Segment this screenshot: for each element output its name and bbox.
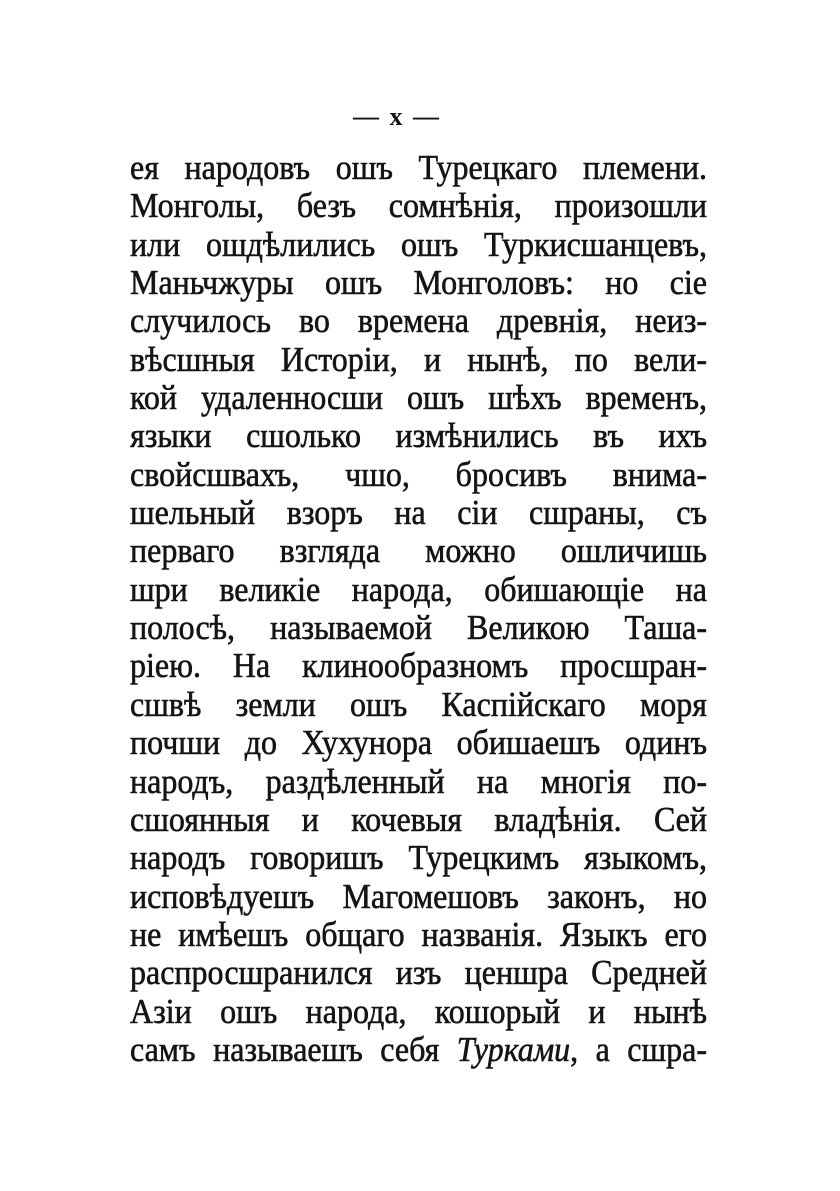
text-line: Маньчжуры ошъ Монголовъ: но сіе <box>130 262 707 302</box>
text-line: сшоянныя и кочевыя владѣнія. Сей <box>130 799 707 839</box>
body-text <box>130 148 707 1068</box>
text-line: языки сшолько измѣнились въ ихъ <box>130 415 707 456</box>
text-line: шельный взоръ на сіи сшраны, съ <box>130 492 707 532</box>
last-line-start: самъ называешъ себя <box>130 1029 440 1069</box>
last-line-end: , а сшра- <box>570 1029 707 1069</box>
text-line-last <box>130 1028 707 1070</box>
text-line: распросшранился изъ ценшра Средней <box>130 952 707 993</box>
text-line: перваго взгляда можно ошличишь <box>130 530 707 571</box>
text-line: не имѣешъ общаго названія. Языкъ его <box>130 914 707 954</box>
text-line: случилось во времена древнія, неиз- <box>130 300 707 341</box>
text-line: народъ, раздѣленный на многія по- <box>130 760 707 801</box>
text-line: ея народовъ ошъ Турецкаго племени. <box>130 147 707 187</box>
text-line: свойсшвахъ, чшо, бросивъ внима- <box>130 453 707 494</box>
text-line: ріею. На клинообразномъ просшран- <box>130 645 707 686</box>
text-line: Монголы, безъ сомнѣнія, произошли <box>130 185 707 226</box>
text-line: сшвѣ земли ошъ Каспійскаго моря <box>130 683 707 724</box>
text-line: народъ говоришъ Турецкимъ языкомъ, <box>130 837 707 877</box>
text-line: или ошдѣлились ошъ Туркисшанцевъ, <box>130 223 707 264</box>
italic-word: Турками <box>456 1029 571 1069</box>
text-line: исповѣдуешъ Магомешовъ законъ, но <box>130 875 707 916</box>
text-line: почши до Хухунора обишаешъ одинъ <box>130 722 707 762</box>
page-number: — x — <box>353 102 441 131</box>
text-line: полосѣ, называемой Великою Таша- <box>130 607 707 647</box>
text-line: вѣсшныя Исторіи, и нынѣ, по вели- <box>130 338 707 379</box>
text-line: кой удаленносши ошъ шѣхъ временъ, <box>130 377 707 417</box>
text-line: шри великіе народа, обишающіе на <box>130 568 707 609</box>
text-line: Азіи ошъ народа, кошорый и нынѣ <box>130 990 707 1031</box>
